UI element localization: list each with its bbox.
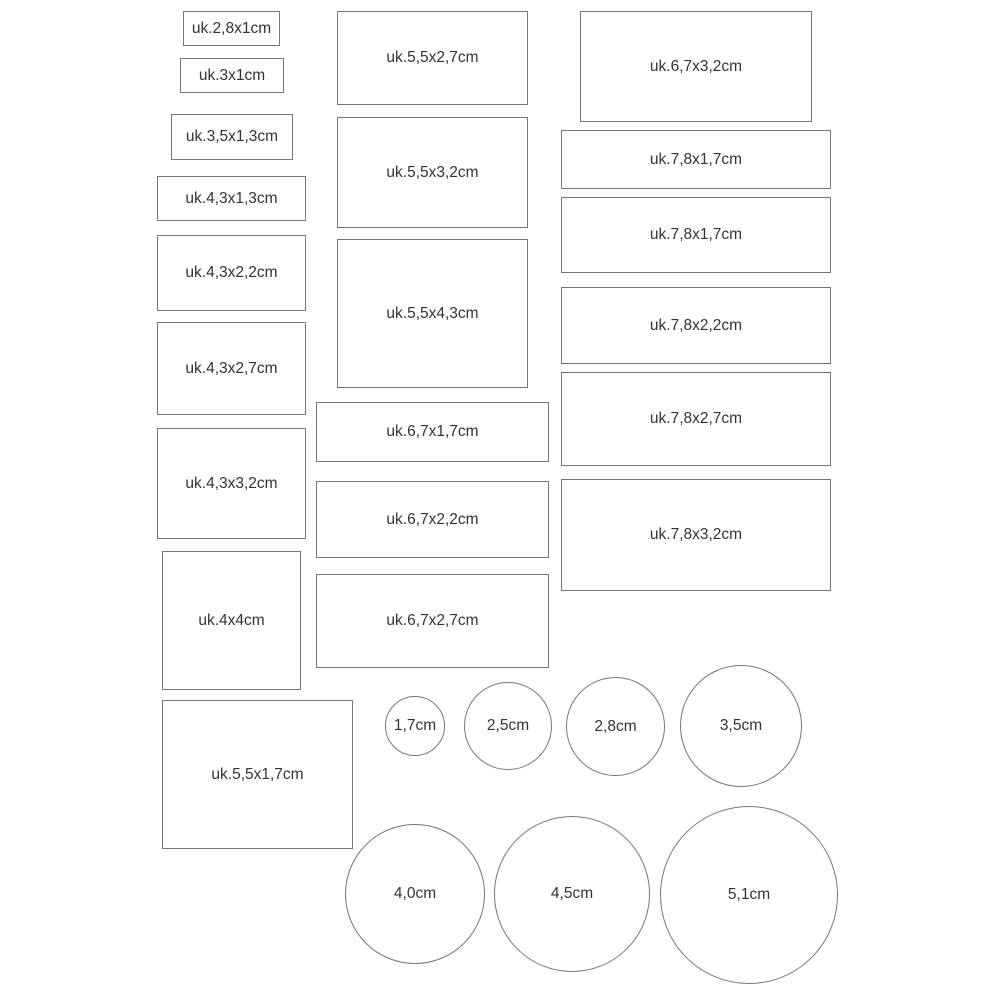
- circle-shape: [680, 665, 802, 787]
- rect-label: uk.4,3x3,2cm: [185, 474, 278, 492]
- rect-label: uk.7,8x2,7cm: [649, 410, 743, 427]
- rect-label: uk.4,3x2,2cm: [185, 264, 278, 281]
- rect-label: uk.3,5x1,3cm: [185, 128, 279, 145]
- rect-label: uk.5,5x2,7cm: [386, 49, 479, 66]
- rect-label: uk.3x1cm: [198, 66, 266, 84]
- rect-label: uk.7,8x1,7cm: [649, 150, 743, 168]
- rect-label: uk.6,7x1,7cm: [386, 423, 479, 440]
- rect-shape: [316, 481, 549, 558]
- circle-shape: [566, 677, 665, 776]
- rect-shape: [162, 551, 301, 690]
- circle-shape: [494, 816, 650, 972]
- circle-label: 3,5cm: [719, 717, 763, 734]
- circle-shape: [660, 806, 838, 984]
- circle-label: 2,5cm: [486, 717, 530, 734]
- circle-shape: [464, 682, 552, 770]
- rect-shape: [157, 428, 306, 539]
- rect-label: uk.7,8x3,2cm: [649, 526, 743, 543]
- rect-shape: [157, 235, 306, 311]
- circle-label: 5,1cm: [727, 886, 771, 903]
- rect-shape: [561, 479, 831, 591]
- rect-label: uk.5,5x1,7cm: [211, 765, 304, 783]
- rect-shape: [561, 197, 831, 273]
- circle-label: 4,5cm: [550, 885, 594, 902]
- rect-shape: [561, 130, 831, 189]
- rect-shape: [162, 700, 353, 849]
- rect-label: uk.6,7x3,2cm: [649, 57, 743, 75]
- rect-label: uk.6,7x2,2cm: [386, 510, 479, 528]
- rect-label: uk.7,8x1,7cm: [649, 226, 743, 243]
- circle-shape: [385, 696, 445, 756]
- circle-shape: [345, 824, 485, 964]
- rect-shape: [316, 574, 549, 668]
- rect-label: uk.6,7x2,7cm: [386, 612, 479, 629]
- rect-shape: [337, 117, 528, 228]
- rect-shape: [183, 11, 280, 46]
- rect-shape: [561, 372, 831, 466]
- rect-shape: [337, 239, 528, 388]
- rect-label: uk.2,8x1cm: [191, 19, 272, 37]
- rect-label: uk.5,5x3,2cm: [386, 163, 479, 181]
- rect-label: uk.5,5x4,3cm: [386, 304, 479, 322]
- circle-label: 4,0cm: [393, 885, 437, 902]
- rect-shape: [580, 11, 812, 122]
- rect-shape: [561, 287, 831, 364]
- rect-shape: [171, 114, 293, 160]
- rect-label: uk.7,8x2,2cm: [649, 316, 743, 334]
- rect-label: uk.4,3x1,3cm: [185, 189, 278, 207]
- circle-label: 1,7cm: [393, 717, 437, 734]
- rect-shape: [157, 176, 306, 221]
- rect-shape: [337, 11, 528, 105]
- rect-label: uk.4x4cm: [198, 611, 265, 629]
- rect-shape: [180, 58, 284, 93]
- rect-label: uk.4,3x2,7cm: [185, 359, 278, 377]
- rect-shape: [316, 402, 549, 462]
- rect-shape: [157, 322, 306, 415]
- circle-label: 2,8cm: [594, 717, 637, 735]
